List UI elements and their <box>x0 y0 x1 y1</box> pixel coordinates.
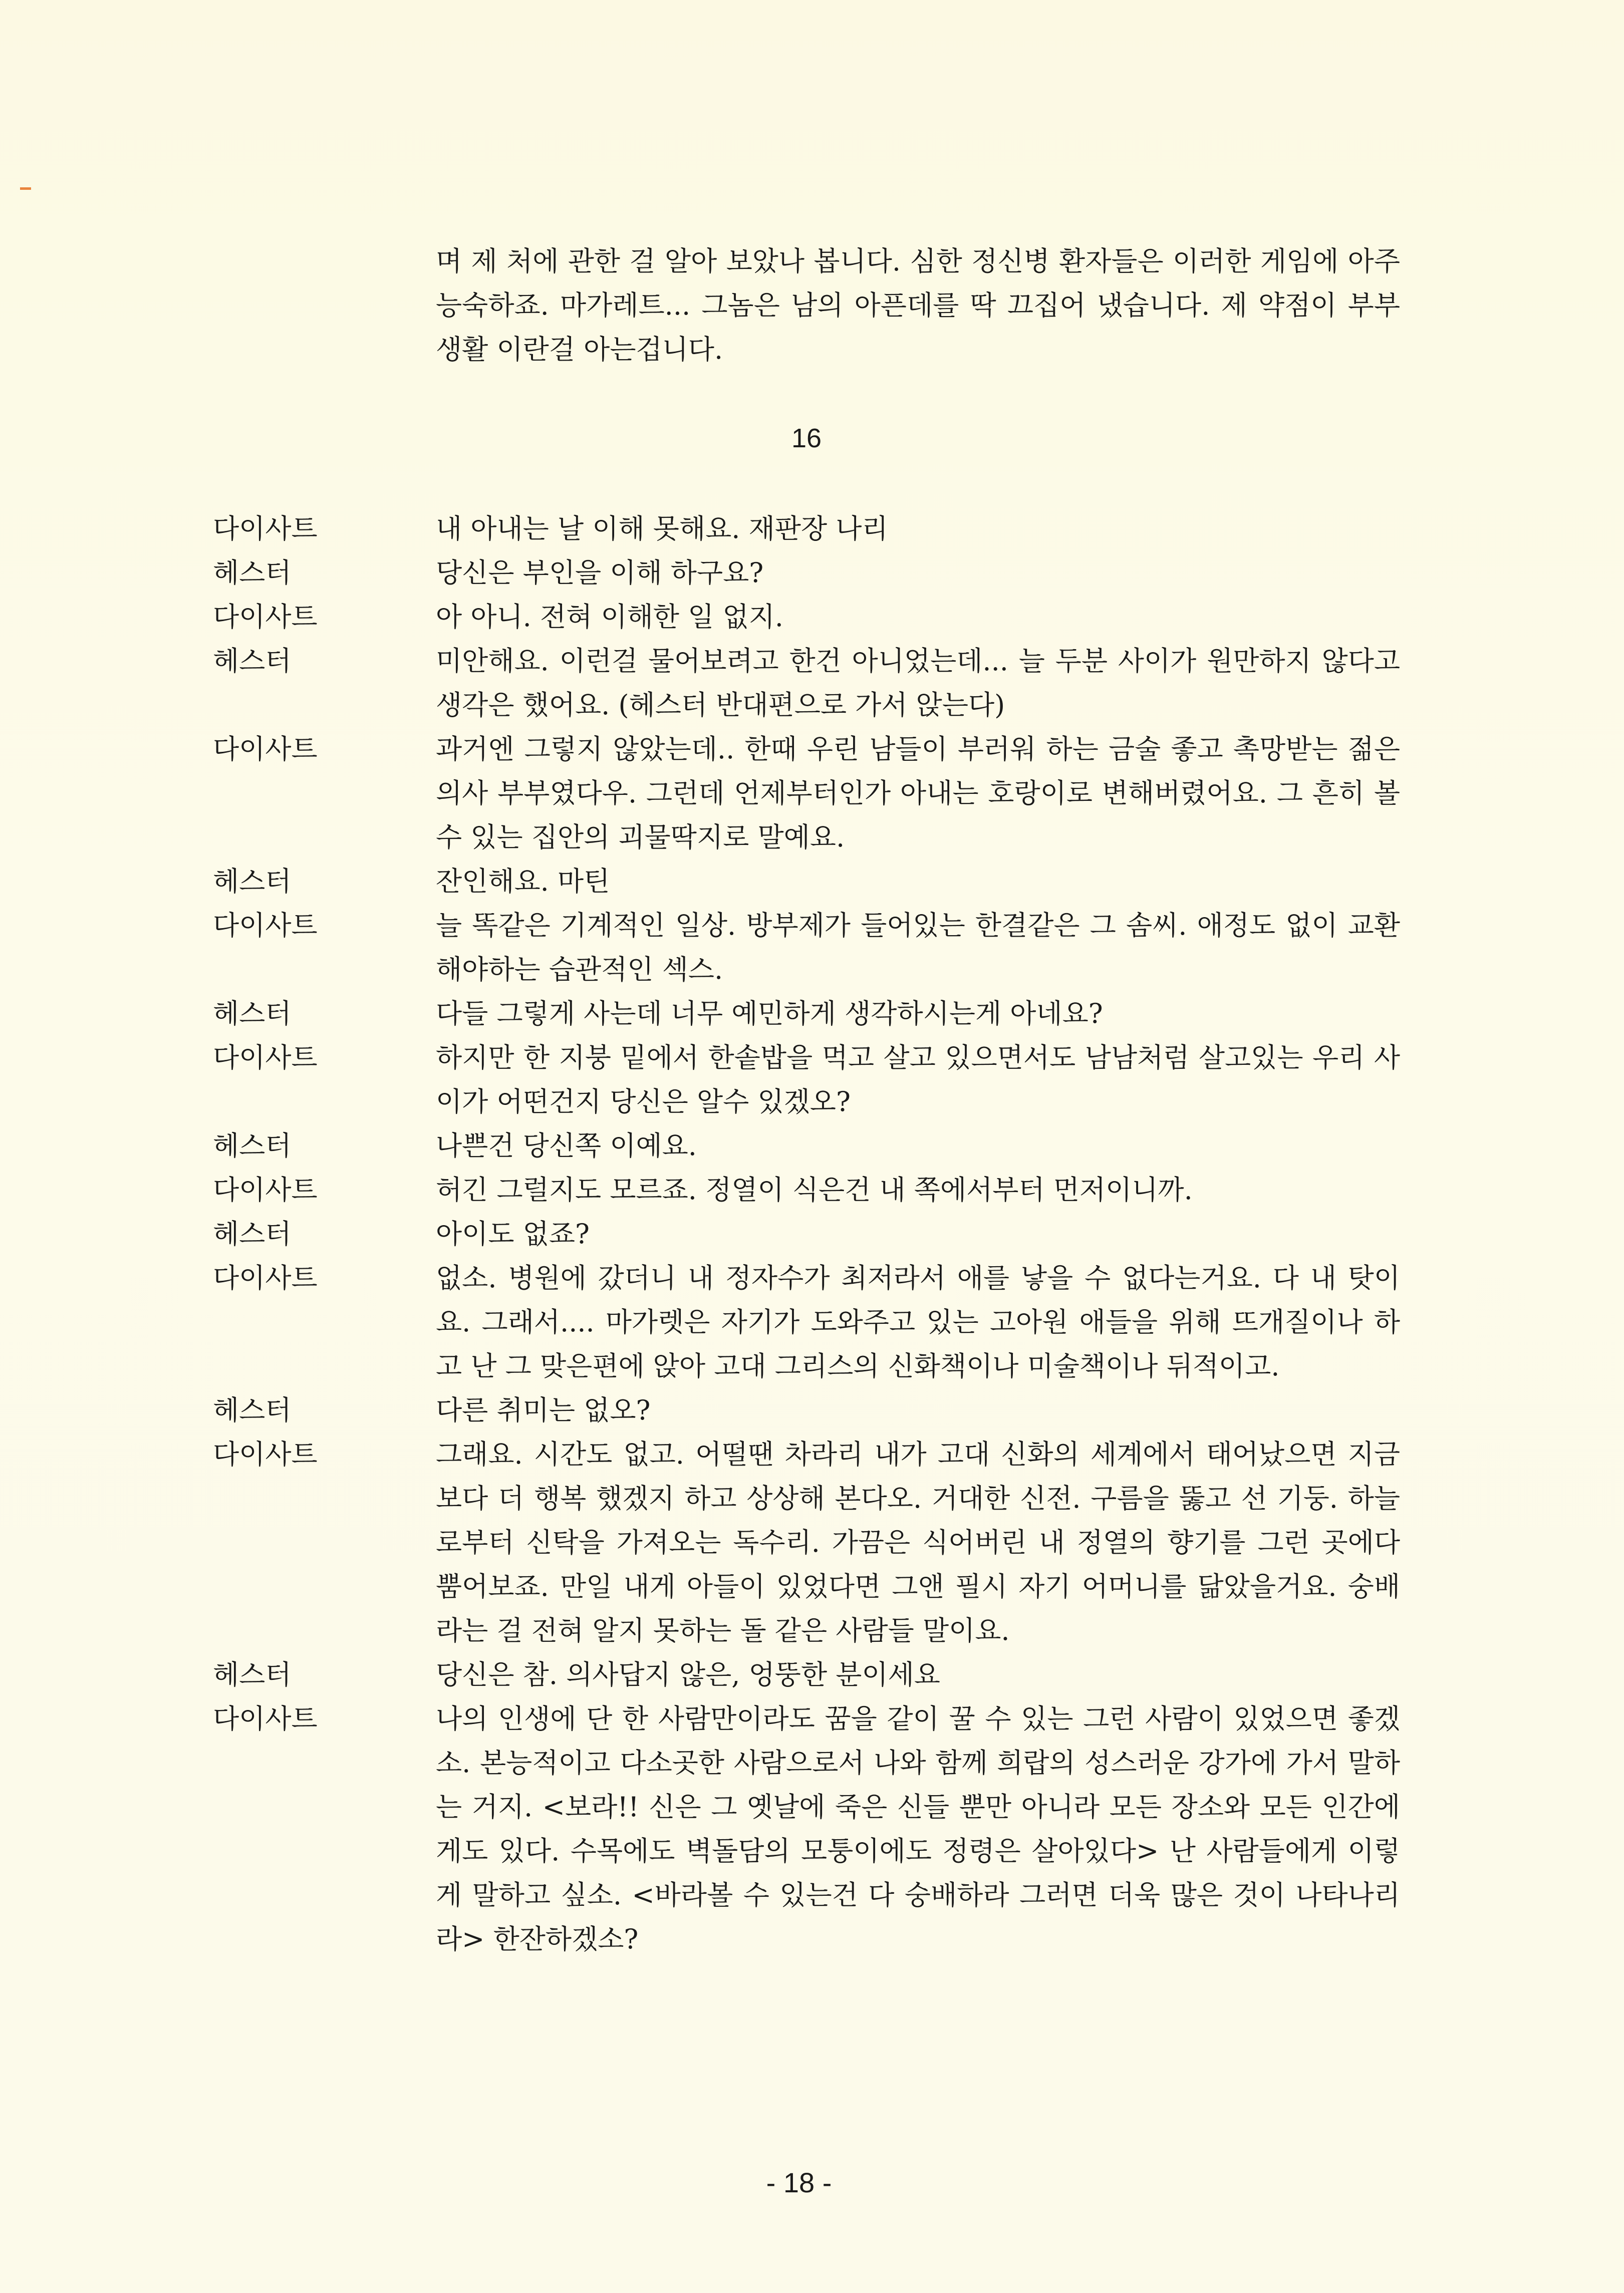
dialogue-text: 과거엔 그렇지 않았는데.. 한때 우린 남들이 부러워 하는 금술 좋고 촉망받는 젊은 의사 부부였다우. 그런데 언제부터인가 아내는 호랑이로 변해버렸어요. 그 흔히 볼 수 있는 집안의 괴물딱지로 말예요. <box>436 733 1400 853</box>
dialogue-text: 하지만 한 지붕 밑에서 한솥밥을 먹고 살고 있으면서도 남남처럼 살고있는 우리 사이가 어떤건지 당신은 알수 있겠오? <box>436 1042 1400 1117</box>
dialogue-line <box>213 1168 1400 1212</box>
margin-ink-mark <box>20 187 31 190</box>
dialogue-text: 아이도 없죠? <box>436 1218 590 1250</box>
page-number: - 18 - <box>766 2167 832 2198</box>
dialogue-line <box>213 1432 1400 1653</box>
speaker-name: 헤스터 <box>213 645 292 677</box>
dialogue-text: 허긴 그럴지도 모르죠. 정열이 식은건 내 쪽에서부터 먼저이니까. <box>436 1174 1193 1206</box>
speaker-name: 다이사트 <box>213 513 318 544</box>
dialogue-text: 다른 취미는 없오? <box>436 1394 651 1426</box>
dialogue-line <box>213 992 1400 1036</box>
dialogue-line <box>213 1124 1400 1168</box>
dialogue-line <box>213 1212 1400 1256</box>
speaker-name: 헤스터 <box>213 1394 292 1426</box>
dialogue-text: 나쁜건 당신쪽 이예요. <box>436 1130 697 1162</box>
dialogue-text: 당신은 부인을 이해 하구요? <box>436 557 764 589</box>
dialogue-line <box>213 639 1400 727</box>
dialogue-text: 내 아내는 날 이해 못해요. 재판장 나리 <box>436 513 888 544</box>
dialogue-text: 늘 똑같은 기계적인 일상. 방부제가 들어있는 한결같은 그 솜씨. 애정도 없이 교환해야하는 습관적인 섹스. <box>436 910 1400 985</box>
intro-paragraph: 며 제 처에 관한 걸 알아 보았나 봅니다. 심한 정신병 환자들은 이러한 게임에 아주 능숙하죠. 마가레트... 그놈은 남의 아픈데를 딱 끄집어 냈습니다. 제 약점이 부부생활 이란걸 아는겁니다. <box>436 245 1400 365</box>
scene-number: 16 <box>791 423 822 453</box>
dialogue-text: 없소. 병원에 갔더니 내 정자수가 최저라서 애를 낳을 수 없다는거요. 다 내 탓이요. 그래서.... 마가렛은 자기가 도와주고 있는 고아원 애들을 위해 뜨개질이나 하고 난 그 맞은편에 앉아 고대 그리스의 신화책이나 미술책이나 뒤적이고. <box>436 1262 1400 1382</box>
dialogue-line <box>213 551 1400 595</box>
speaker-name: 헤스터 <box>213 1130 292 1162</box>
dialogue-text: 나의 인생에 단 한 사람만이라도 꿈을 같이 꿀 수 있는 그런 사람이 있었으면 좋겠소. 본능적이고 다소곳한 사람으로서 나와 함께 희랍의 성스러운 강가에 가서 말하는 거지. <보라!! 신은 그 옛날에 죽은 신들 뿐만 아니라 모든 장소와 모든 인간에게도 있다. 수목에도 벽돌담의 모퉁이에도 정령은 살아있다> 난 사람들에게 이렇게 말하고 싶소. <바라볼 수 있는건 다 숭배하라 그러면 더욱 많은 것이 나타나리라> 한잔하겠소? <box>436 1703 1400 1955</box>
speaker-name: 헤스터 <box>213 1218 292 1250</box>
dialogue-line <box>213 1653 1400 1697</box>
dialogue-line <box>213 595 1400 639</box>
speaker-name: 다이사트 <box>213 1174 318 1206</box>
speaker-name: 다이사트 <box>213 1042 318 1073</box>
dialogue-line <box>213 859 1400 904</box>
speaker-name: 다이사트 <box>213 1439 318 1470</box>
dialogue-text: 당신은 참. 의사답지 않은, 엉뚱한 분이세요 <box>436 1659 940 1690</box>
speaker-name: 다이사트 <box>213 733 318 765</box>
speaker-name: 헤스터 <box>213 998 292 1029</box>
speaker-name: 헤스터 <box>213 557 292 589</box>
dialogue-text: 그래요. 시간도 없고. 어떨땐 차라리 내가 고대 신화의 세계에서 태어났으면 지금보다 더 행복 했겠지 하고 상상해 본다오. 거대한 신전. 구름을 뚫고 선 기둥. 하늘로부터 신탁을 가져오는 독수리. 가끔은 식어버린 내 정열의 향기를 그런 곳에다 뿜어보죠. 만일 내게 아들이 있었다면 그앤 필시 자기 어머니를 닮았을거요. 숭배라는 걸 전혀 알지 못하는 돌 같은 사람들 말이요. <box>436 1439 1400 1646</box>
dialogue-line <box>213 507 1400 551</box>
dialogue-list <box>213 507 1400 1961</box>
dialogue-text: 미안해요. 이런걸 물어보려고 한건 아니었는데... 늘 두분 사이가 원만하지 않다고 생각은 했어요. (헤스터 반대편으로 가서 앉는다) <box>436 645 1401 721</box>
speaker-name: 다이사트 <box>213 601 318 633</box>
dialogue-line <box>213 1256 1400 1388</box>
dialogue-line <box>213 727 1400 859</box>
dialogue-text: 잔인해요. 마틴 <box>436 866 610 897</box>
speaker-name: 헤스터 <box>213 1659 292 1690</box>
dialogue-text: 아 아니. 전혀 이해한 일 없지. <box>436 601 783 633</box>
speaker-name: 다이사트 <box>213 910 318 941</box>
dialogue-text: 다들 그렇게 사는데 너무 예민하게 생각하시는게 아네요? <box>436 998 1103 1029</box>
speaker-name: 헤스터 <box>213 866 292 897</box>
speaker-name: 다이사트 <box>213 1703 318 1735</box>
speaker-name: 다이사트 <box>213 1262 318 1294</box>
dialogue-line <box>213 904 1400 992</box>
dialogue-line <box>213 1388 1400 1432</box>
dialogue-line <box>213 1697 1400 1961</box>
dialogue-line <box>213 1036 1400 1124</box>
